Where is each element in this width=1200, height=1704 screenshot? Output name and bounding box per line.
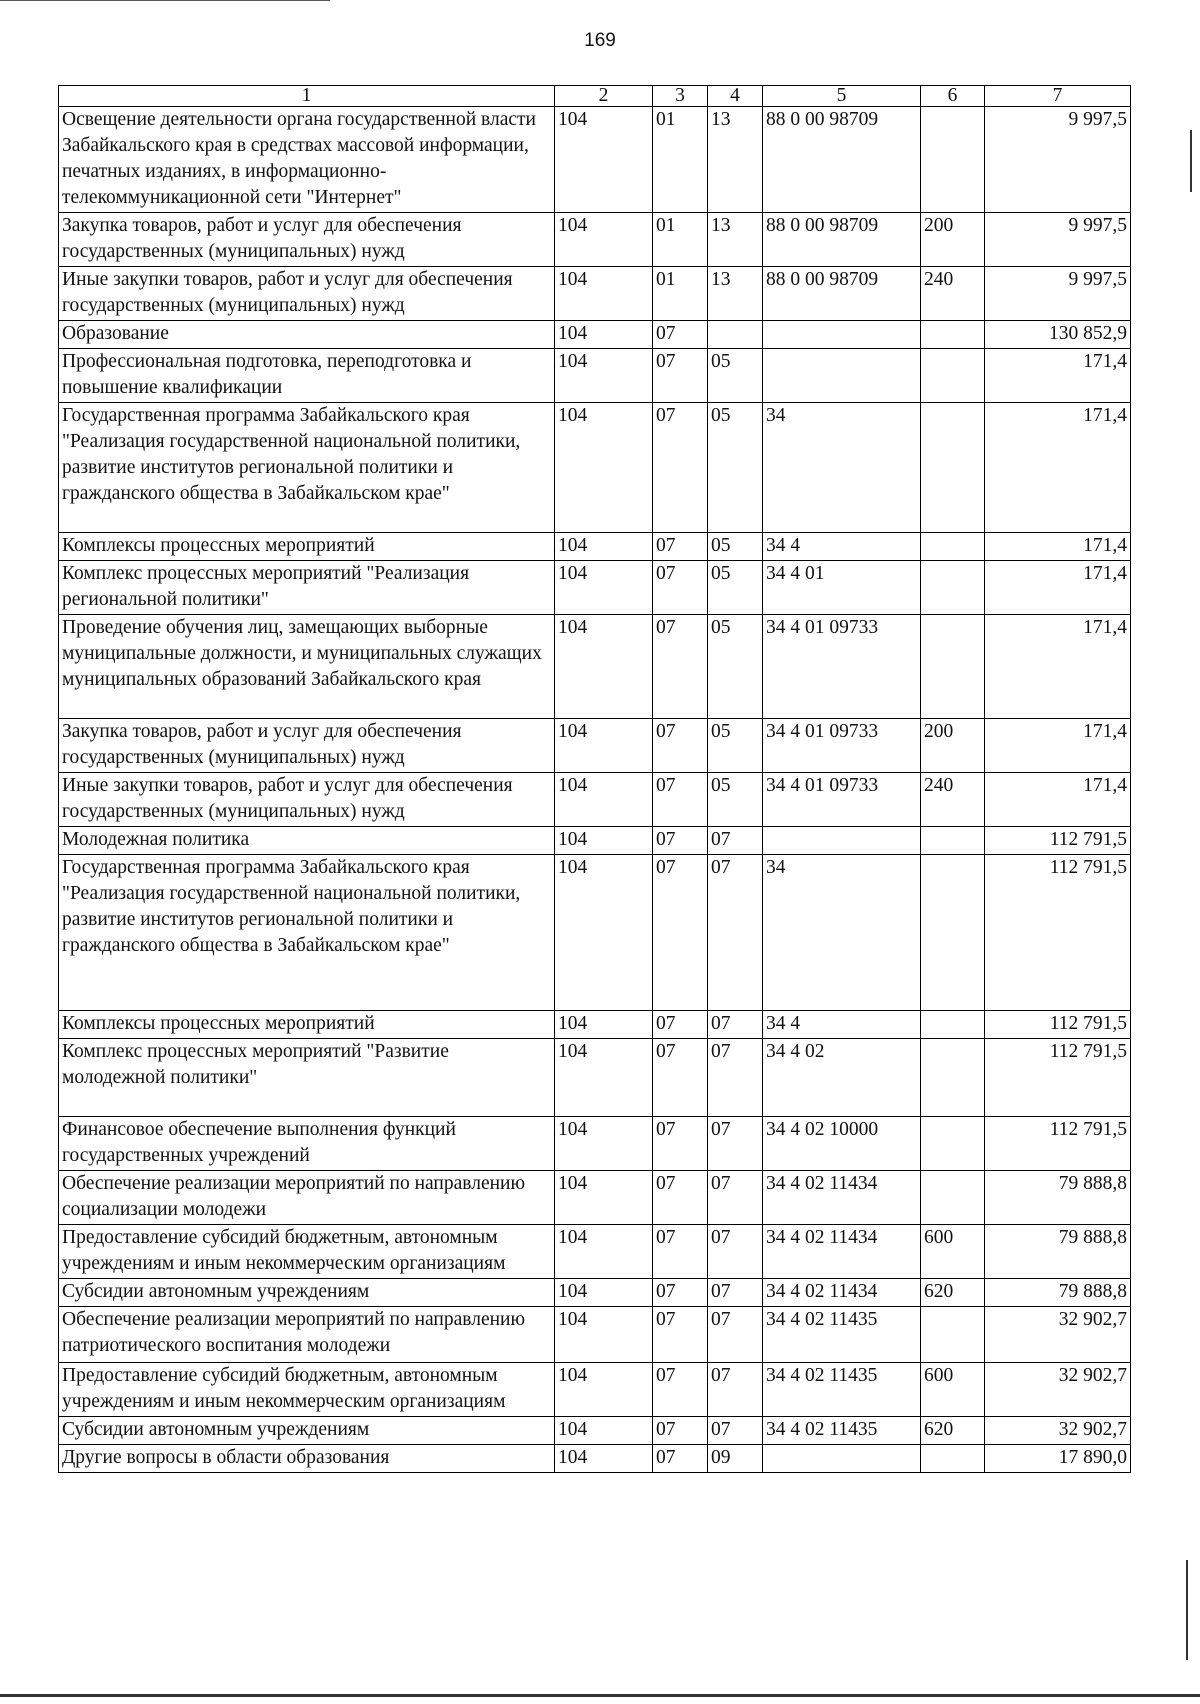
subsection-cell: 07 [708, 1307, 763, 1363]
table-row [59, 1279, 1131, 1307]
section-cell: 01 [653, 213, 708, 267]
expense-type-cell: 240 [921, 267, 985, 321]
subsection-cell: 07 [708, 1117, 763, 1171]
row-name-cell: Проведение обучения лиц, замещающих выборные муниципальные должности, и муниципальных служащих муниципальных образований Забайкальского края [59, 615, 555, 719]
subsection-cell: 07 [708, 1279, 763, 1307]
expense-type-cell [921, 561, 985, 615]
subsection-cell: 13 [708, 267, 763, 321]
amount-cell: 79 888,8 [985, 1225, 1131, 1279]
target-article-cell: 34 4 02 11434 [763, 1279, 921, 1307]
target-article-cell: 88 0 00 98709 [763, 267, 921, 321]
column-header: 6 [921, 86, 985, 107]
row-name-cell: Иные закупки товаров, работ и услуг для обеспечения государственных (муниципальных) нужд [59, 267, 555, 321]
column-header: 3 [653, 86, 708, 107]
target-article-cell: 34 4 02 11434 [763, 1171, 921, 1225]
column-header: 4 [708, 86, 763, 107]
column-header: 2 [555, 86, 653, 107]
code-cell: 104 [555, 267, 653, 321]
table-row [59, 1171, 1131, 1225]
section-cell: 07 [653, 1225, 708, 1279]
amount-cell: 79 888,8 [985, 1171, 1131, 1225]
table-row [59, 615, 1131, 719]
code-cell: 104 [555, 1117, 653, 1171]
top-rule [0, 0, 330, 1]
row-name-cell: Образование [59, 321, 555, 349]
target-article-cell: 34 4 02 11435 [763, 1363, 921, 1417]
table-row [59, 1011, 1131, 1039]
table-row [59, 1225, 1131, 1279]
expense-type-cell [921, 403, 985, 533]
target-article-cell: 34 4 02 11435 [763, 1307, 921, 1363]
amount-cell: 171,4 [985, 403, 1131, 533]
expense-type-cell [921, 349, 985, 403]
expense-type-cell [921, 1307, 985, 1363]
target-article-cell: 34 4 01 09733 [763, 719, 921, 773]
amount-cell: 171,4 [985, 561, 1131, 615]
table-row [59, 855, 1131, 1011]
table-row [59, 561, 1131, 615]
expense-type-cell: 620 [921, 1417, 985, 1445]
table-row [59, 1445, 1131, 1473]
subsection-cell: 05 [708, 773, 763, 827]
column-header: 7 [985, 86, 1131, 107]
subsection-cell: 07 [708, 1011, 763, 1039]
target-article-cell: 88 0 00 98709 [763, 213, 921, 267]
bottom-rule [0, 1694, 1200, 1697]
subsection-cell: 05 [708, 561, 763, 615]
code-cell: 104 [555, 827, 653, 855]
target-article-cell [763, 1445, 921, 1473]
expense-type-cell: 620 [921, 1279, 985, 1307]
code-cell: 104 [555, 1225, 653, 1279]
table-body [59, 107, 1131, 1473]
row-name-cell: Государственная программа Забайкальского края "Реализация государственной национальной политики, развитие институтов региональной политики и гражданского общества в Забайкальском крае" [59, 855, 555, 1011]
expense-type-cell [921, 1011, 985, 1039]
table-row [59, 719, 1131, 773]
row-name-cell: Предоставление субсидий бюджетным, автономным учреждениям и иным некоммерческим организациям [59, 1225, 555, 1279]
amount-cell: 9 997,5 [985, 213, 1131, 267]
code-cell: 104 [555, 561, 653, 615]
table-row [59, 1417, 1131, 1445]
expense-type-cell [921, 321, 985, 349]
amount-cell: 112 791,5 [985, 1117, 1131, 1171]
target-article-cell: 34 4 [763, 1011, 921, 1039]
amount-cell: 171,4 [985, 533, 1131, 561]
column-header: 5 [763, 86, 921, 107]
table-row [59, 773, 1131, 827]
section-cell: 07 [653, 561, 708, 615]
section-cell: 07 [653, 1171, 708, 1225]
margin-mark [1186, 1560, 1188, 1660]
code-cell: 104 [555, 1279, 653, 1307]
row-name-cell: Иные закупки товаров, работ и услуг для обеспечения государственных (муниципальных) нужд [59, 773, 555, 827]
subsection-cell: 07 [708, 1171, 763, 1225]
target-article-cell: 34 4 [763, 533, 921, 561]
code-cell: 104 [555, 107, 653, 213]
code-cell: 104 [555, 403, 653, 533]
target-article-cell: 34 4 02 11434 [763, 1225, 921, 1279]
row-name-cell: Закупка товаров, работ и услуг для обеспечения государственных (муниципальных) нужд [59, 719, 555, 773]
section-cell: 07 [653, 827, 708, 855]
row-name-cell: Закупка товаров, работ и услуг для обеспечения государственных (муниципальных) нужд [59, 213, 555, 267]
row-name-cell: Государственная программа Забайкальского края "Реализация государственной национальной политики, развитие институтов региональной политики и гражданского общества в Забайкальском крае" [59, 403, 555, 533]
amount-cell: 112 791,5 [985, 855, 1131, 1011]
subsection-cell: 05 [708, 615, 763, 719]
subsection-cell: 07 [708, 1417, 763, 1445]
expense-type-cell: 200 [921, 213, 985, 267]
target-article-cell [763, 827, 921, 855]
target-article-cell: 34 4 01 09733 [763, 615, 921, 719]
target-article-cell: 34 4 02 10000 [763, 1117, 921, 1171]
row-name-cell: Финансовое обеспечение выполнения функций государственных учреждений [59, 1117, 555, 1171]
subsection-cell: 07 [708, 827, 763, 855]
section-cell: 07 [653, 719, 708, 773]
amount-cell: 9 997,5 [985, 107, 1131, 213]
row-name-cell: Комплексы процессных мероприятий [59, 533, 555, 561]
header-row [59, 86, 1131, 107]
code-cell: 104 [555, 321, 653, 349]
target-article-cell [763, 321, 921, 349]
row-name-cell: Другие вопросы в области образования [59, 1445, 555, 1473]
amount-cell: 112 791,5 [985, 827, 1131, 855]
section-cell: 01 [653, 267, 708, 321]
section-cell: 07 [653, 1039, 708, 1117]
amount-cell: 17 890,0 [985, 1445, 1131, 1473]
code-cell: 104 [555, 213, 653, 267]
expense-type-cell [921, 107, 985, 213]
expense-type-cell: 600 [921, 1225, 985, 1279]
table-row [59, 827, 1131, 855]
amount-cell: 171,4 [985, 615, 1131, 719]
code-cell: 104 [555, 719, 653, 773]
amount-cell: 171,4 [985, 719, 1131, 773]
target-article-cell: 34 4 02 [763, 1039, 921, 1117]
page-number: 169 [584, 30, 616, 51]
expense-type-cell: 200 [921, 719, 985, 773]
target-article-cell: 34 [763, 855, 921, 1011]
target-article-cell: 34 4 02 11435 [763, 1417, 921, 1445]
target-article-cell: 34 4 01 [763, 561, 921, 615]
subsection-cell: 07 [708, 1225, 763, 1279]
section-cell: 07 [653, 855, 708, 1011]
row-name-cell: Освещение деятельности органа государственной власти Забайкальского края в средствах массовой информации, печатных изданиях, в информационно-телекоммуникационной сети "Интернет" [59, 107, 555, 213]
amount-cell: 32 902,7 [985, 1417, 1131, 1445]
expense-type-cell [921, 827, 985, 855]
subsection-cell: 07 [708, 1039, 763, 1117]
amount-cell: 171,4 [985, 773, 1131, 827]
amount-cell: 112 791,5 [985, 1011, 1131, 1039]
code-cell: 104 [555, 1307, 653, 1363]
amount-cell: 130 852,9 [985, 321, 1131, 349]
table-row [59, 1117, 1131, 1171]
expense-type-cell [921, 533, 985, 561]
subsection-cell: 13 [708, 213, 763, 267]
row-name-cell: Комплексы процессных мероприятий [59, 1011, 555, 1039]
amount-cell: 171,4 [985, 349, 1131, 403]
section-cell: 07 [653, 1445, 708, 1473]
code-cell: 104 [555, 533, 653, 561]
section-cell: 07 [653, 403, 708, 533]
table-row [59, 533, 1131, 561]
budget-table [58, 85, 1131, 1473]
code-cell: 104 [555, 1011, 653, 1039]
subsection-cell: 05 [708, 533, 763, 561]
section-cell: 07 [653, 321, 708, 349]
code-cell: 104 [555, 855, 653, 1011]
code-cell: 104 [555, 1039, 653, 1117]
row-name-cell: Обеспечение реализации мероприятий по направлению патриотического воспитания молодежи [59, 1307, 555, 1363]
subsection-cell: 07 [708, 1363, 763, 1417]
code-cell: 104 [555, 1445, 653, 1473]
subsection-cell: 09 [708, 1445, 763, 1473]
section-cell: 07 [653, 773, 708, 827]
table-row [59, 267, 1131, 321]
table-row [59, 349, 1131, 403]
amount-cell: 9 997,5 [985, 267, 1131, 321]
section-cell: 07 [653, 1417, 708, 1445]
row-name-cell: Субсидии автономным учреждениям [59, 1279, 555, 1307]
amount-cell: 112 791,5 [985, 1039, 1131, 1117]
table-row [59, 403, 1131, 533]
section-cell: 07 [653, 533, 708, 561]
expense-type-cell [921, 615, 985, 719]
section-cell: 07 [653, 615, 708, 719]
margin-mark [1190, 130, 1192, 192]
amount-cell: 32 902,7 [985, 1307, 1131, 1363]
section-cell: 07 [653, 1011, 708, 1039]
section-cell: 07 [653, 349, 708, 403]
section-cell: 07 [653, 1117, 708, 1171]
code-cell: 104 [555, 349, 653, 403]
subsection-cell: 05 [708, 349, 763, 403]
table-row [59, 1363, 1131, 1417]
target-article-cell: 88 0 00 98709 [763, 107, 921, 213]
section-cell: 01 [653, 107, 708, 213]
code-cell: 104 [555, 1363, 653, 1417]
amount-cell: 79 888,8 [985, 1279, 1131, 1307]
subsection-cell: 13 [708, 107, 763, 213]
table-row [59, 321, 1131, 349]
expense-type-cell [921, 1117, 985, 1171]
row-name-cell: Субсидии автономным учреждениям [59, 1417, 555, 1445]
row-name-cell: Предоставление субсидий бюджетным, автономным учреждениям и иным некоммерческим организациям [59, 1363, 555, 1417]
expense-type-cell [921, 1171, 985, 1225]
section-cell: 07 [653, 1363, 708, 1417]
table-row [59, 213, 1131, 267]
subsection-cell: 05 [708, 719, 763, 773]
column-header: 1 [59, 86, 555, 107]
row-name-cell: Профессиональная подготовка, переподготовка и повышение квалификации [59, 349, 555, 403]
subsection-cell: 05 [708, 403, 763, 533]
code-cell: 104 [555, 1171, 653, 1225]
row-name-cell: Обеспечение реализации мероприятий по направлению социализации молодежи [59, 1171, 555, 1225]
row-name-cell: Молодежная политика [59, 827, 555, 855]
target-article-cell: 34 4 01 09733 [763, 773, 921, 827]
row-name-cell: Комплекс процессных мероприятий "Реализация региональной политики" [59, 561, 555, 615]
code-cell: 104 [555, 615, 653, 719]
target-article-cell: 34 [763, 403, 921, 533]
section-cell: 07 [653, 1279, 708, 1307]
section-cell: 07 [653, 1307, 708, 1363]
expense-type-cell: 240 [921, 773, 985, 827]
table-row [59, 107, 1131, 213]
expense-type-cell [921, 1039, 985, 1117]
row-name-cell: Комплекс процессных мероприятий "Развитие молодежной политики" [59, 1039, 555, 1117]
expense-type-cell: 600 [921, 1363, 985, 1417]
table-row [59, 1307, 1131, 1363]
code-cell: 104 [555, 773, 653, 827]
expense-type-cell [921, 855, 985, 1011]
target-article-cell [763, 349, 921, 403]
code-cell: 104 [555, 1417, 653, 1445]
subsection-cell [708, 321, 763, 349]
table-row [59, 1039, 1131, 1117]
amount-cell: 32 902,7 [985, 1363, 1131, 1417]
subsection-cell: 07 [708, 855, 763, 1011]
expense-type-cell [921, 1445, 985, 1473]
